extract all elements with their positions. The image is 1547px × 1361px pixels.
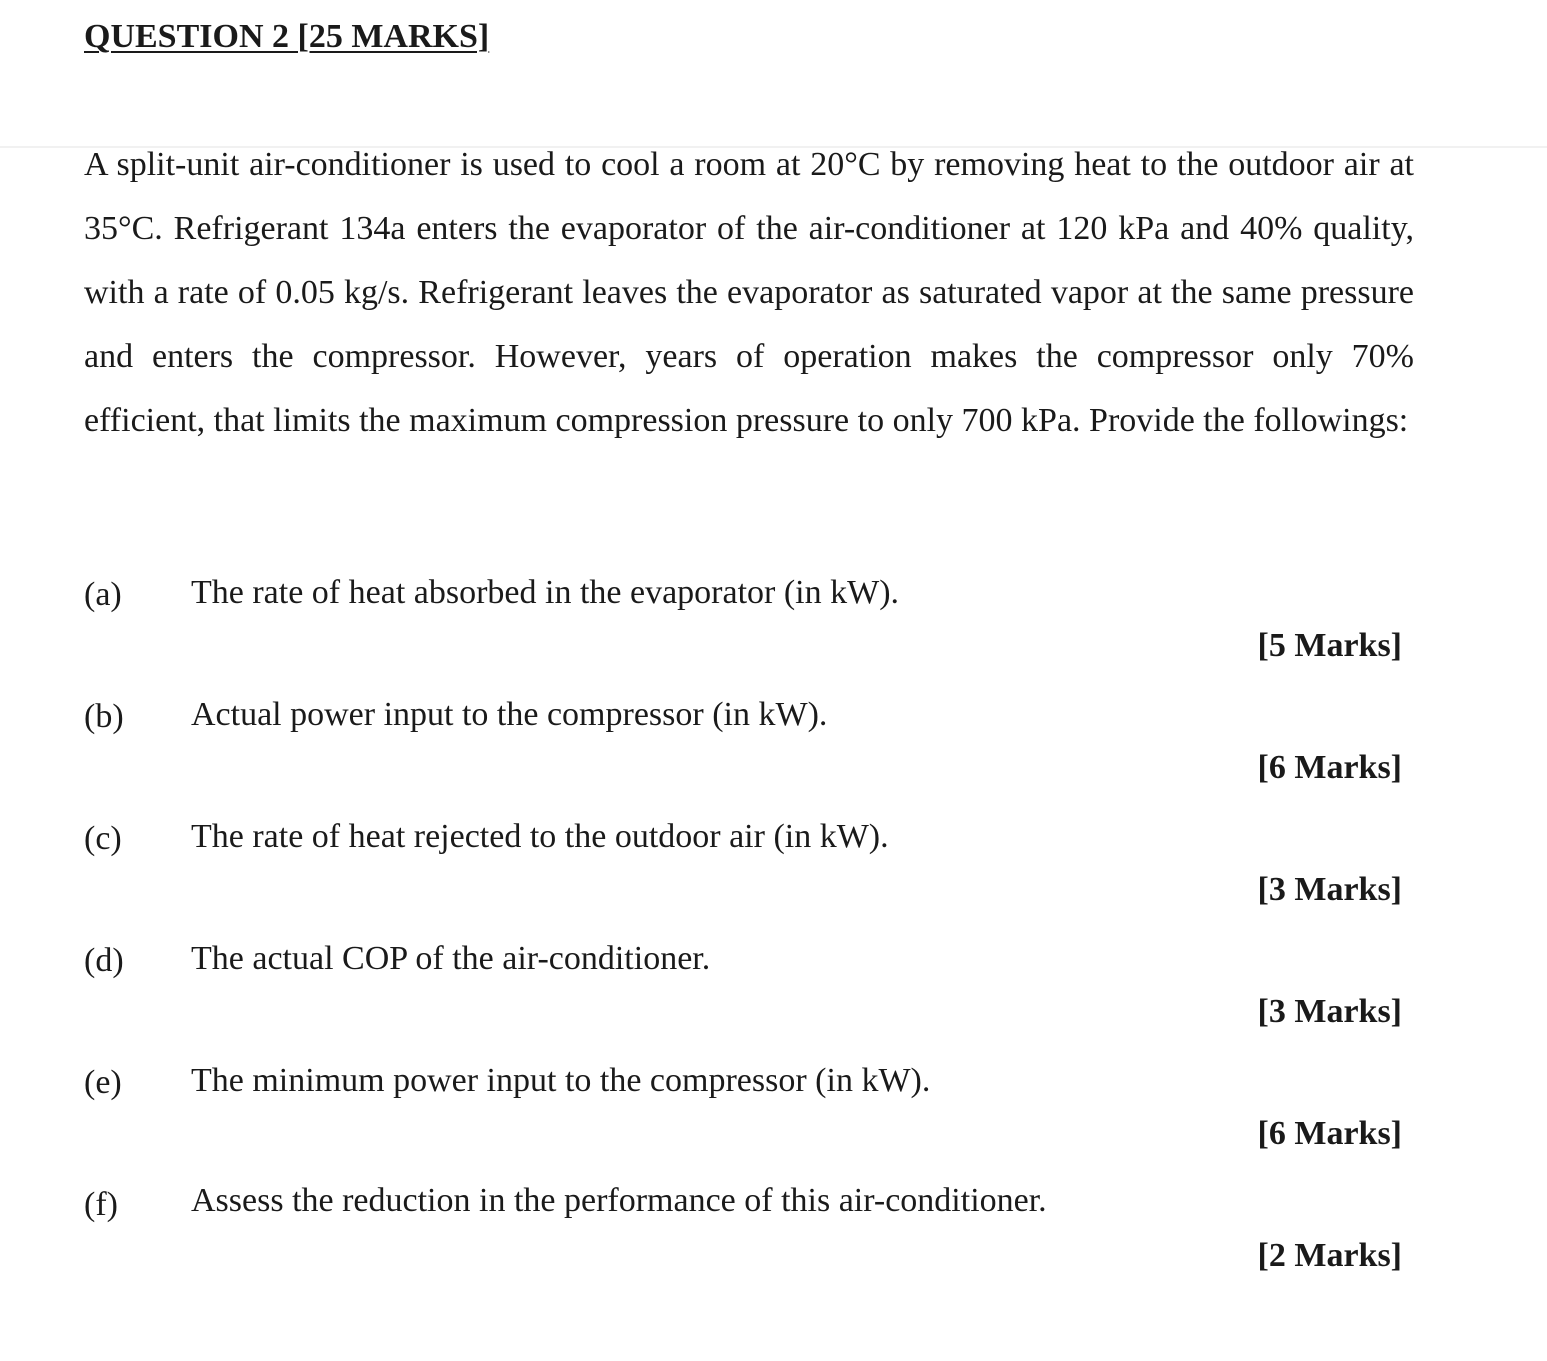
question-text: The rate of heat absorbed in the evaporator (in kW). (191, 574, 900, 611)
question-label: (d) (84, 942, 124, 979)
question-text: The rate of heat rejected to the outdoor air (in kW). (191, 818, 889, 855)
question-text: Assess the reduction in the performance of this air-conditioner. (191, 1182, 1047, 1219)
question-marks: [3 Marks] (1257, 871, 1402, 908)
question-label: (e) (84, 1064, 122, 1101)
question-intro: A split-unit air-conditioner is used to cool a room at 20°C by removing heat to the outdoor air at 35°C. Refrigerant 134a enters the evaporator of the air-conditioner at 120 kPa and 40% quality, with a rate of 0.05 kg/s. Refrigerant leaves the evaporator as saturated vapor at the same pressure and enters the compressor. However, years of operation makes the compressor only 70% efficient, that limits the maximum compression pressure to only 700 kPa. Provide the followings: (84, 146, 1414, 439)
question-label: (b) (84, 698, 124, 735)
question-marks: [6 Marks] (1257, 1115, 1402, 1152)
question-heading: QUESTION 2 [25 MARKS] (84, 18, 490, 55)
question-text: The actual COP of the air-conditioner. (191, 940, 711, 977)
question-marks: [3 Marks] (1257, 993, 1402, 1030)
question-marks: [5 Marks] (1257, 627, 1402, 664)
question-label: (f) (84, 1186, 118, 1223)
question-marks: [2 Marks] (1257, 1237, 1402, 1274)
question-label: (a) (84, 576, 122, 613)
question-text: Actual power input to the compressor (in kW). (191, 696, 828, 733)
question-marks: [6 Marks] (1257, 749, 1402, 786)
question-label: (c) (84, 820, 122, 857)
question-text: The minimum power input to the compressor (in kW). (191, 1062, 931, 1099)
